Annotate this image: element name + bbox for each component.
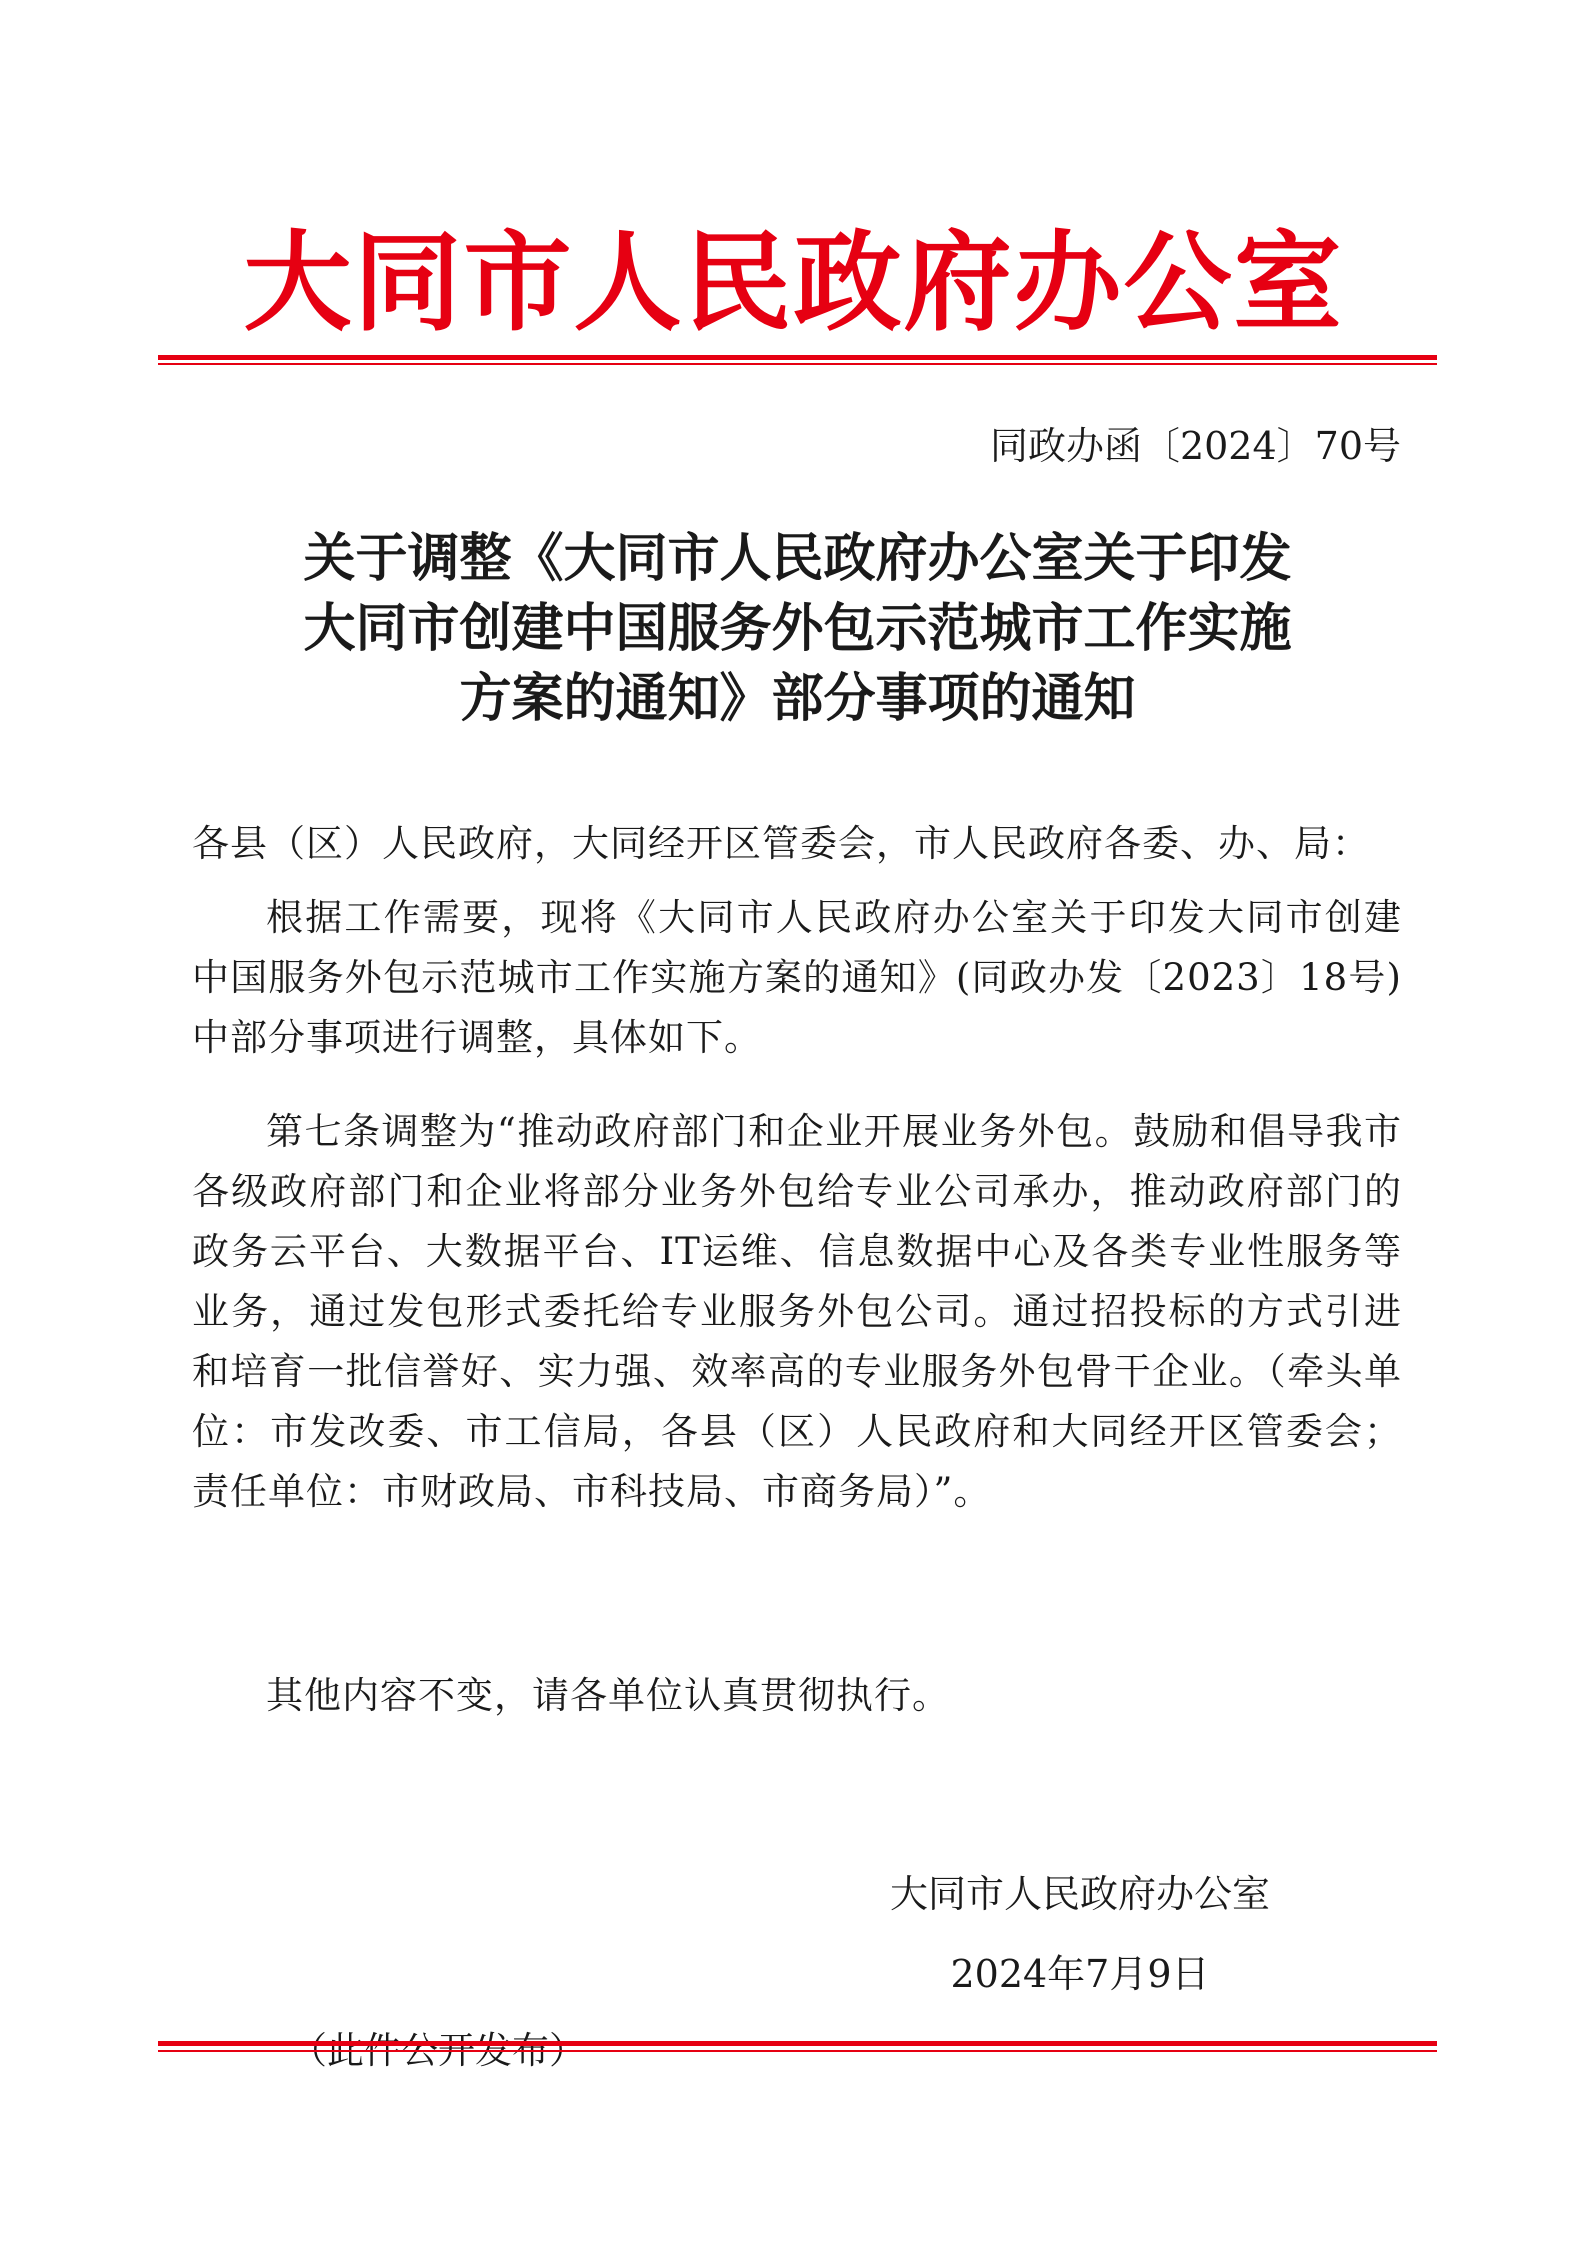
header-red-rule-thin <box>158 363 1437 365</box>
document-number: 同政办函〔2024〕70号 <box>989 424 1401 468</box>
signature-date: 2024年7月9日 <box>950 1952 1210 1996</box>
signature-org: 大同市人民政府办公室 <box>889 1872 1270 1916</box>
header-red-rule <box>158 355 1437 360</box>
salutation: 各县（区）人民政府，大同经开区管委会，市人民政府各委、办、局： <box>192 822 1370 865</box>
body-paragraph: 根据工作需要，现将《大同市人民政府办公室关于印发大同市创建中国服务外包示范城市工作实施方案的通知》(同政办发〔2023〕18号)中部分事项进行调整，具体如下。 <box>192 896 1402 1059</box>
title-line: 关于调整《大同市人民政府办公室关于印发 <box>303 528 1292 589</box>
body-paragraph: 其他内容不变，请各单位认真贯彻执行。 <box>266 1674 950 1717</box>
title-line: 方案的通知》部分事项的通知 <box>459 668 1136 729</box>
title-line: 大同市创建中国服务外包示范城市工作实施 <box>303 598 1292 659</box>
issuer-header: 大同市人民政府办公室 <box>243 220 1344 346</box>
footer-red-rule-thin <box>158 2050 1437 2052</box>
body-paragraph: 第七条调整为“推动政府部门和企业开展业务外包。鼓励和倡导我市各级政府部门和企业将部分业务外包给专业公司承办，推动政府部门的政务云平台、大数据平台、IT运维、信息数据中心及各类专业性服务等业务，通过发包形式委托给专业服务外包公司。通过招投标的方式引进和培育一批信誉好、实力强、效率高的专业服务外包骨干企业。（牵头单位：市发改委、市工信局，各县（区）人民政府和大同经开区管委会；责任单位：市财政局、市科技局、市商务局）”。 <box>192 1110 1402 1513</box>
footer-red-rule <box>158 2041 1437 2046</box>
document-title <box>158 524 1437 734</box>
